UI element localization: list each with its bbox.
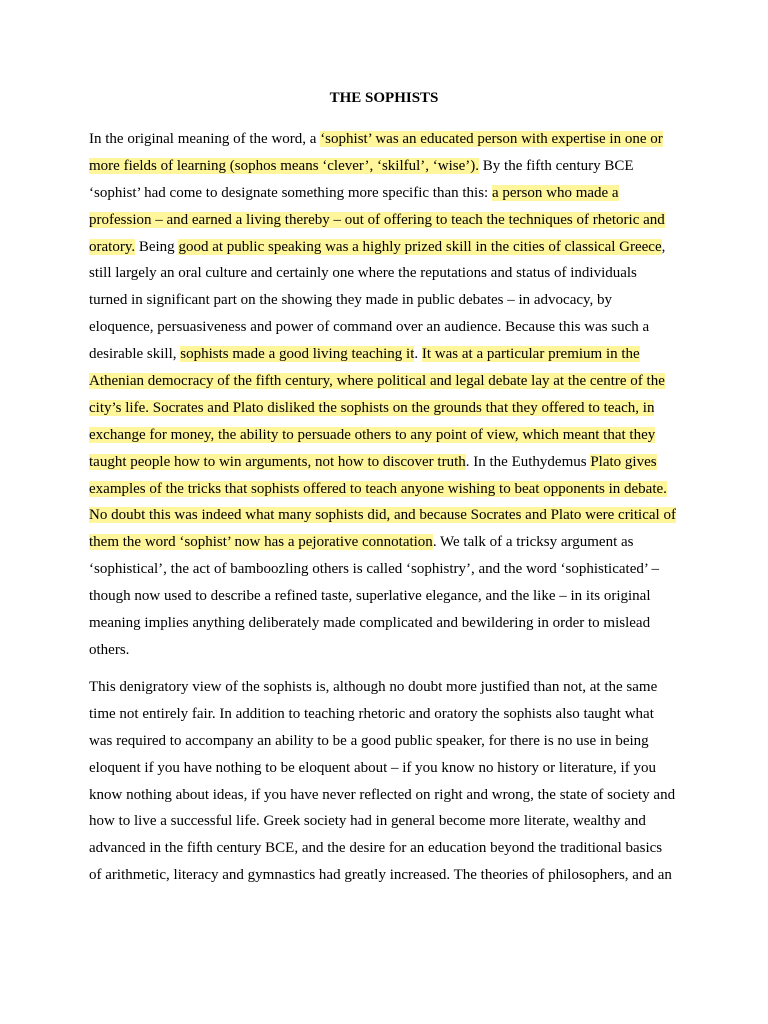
- body-text: desirable skill,: [89, 346, 181, 363]
- body-text: Being: [135, 238, 179, 255]
- text-line: [89, 782, 681, 809]
- body-text: others.: [89, 641, 130, 658]
- text-line: [89, 180, 681, 207]
- highlighted-text: sophists made a good living teaching it: [180, 346, 415, 363]
- highlighted-text: oratory.: [89, 238, 136, 255]
- paragraph-2: [89, 674, 681, 889]
- body-text: eloquence, persuasiveness and power of command over an audience. Because this was such a: [89, 319, 650, 336]
- highlighted-text: ‘sophist’ was an educated person with expertise in one or: [320, 131, 663, 147]
- highlighted-text: city’s life. Socrates and Plato disliked the sophists on the grounds that they offered to teach, in: [89, 399, 655, 416]
- text-line: [89, 314, 681, 341]
- text-line: [89, 207, 681, 234]
- body-text: know nothing about ideas, if you have never reflected on right and wrong, the state of society and: [89, 786, 676, 803]
- body-text: ,: [661, 238, 666, 255]
- body-text: meaning implies anything deliberately made complicated and bewildering in order to mislead: [89, 615, 651, 632]
- text-line: [89, 153, 681, 180]
- body-text: eloquent if you have nothing to be eloquent about – if you know no history or literature, if you: [89, 759, 656, 776]
- body-text: how to live a successful life. Greek society had in general become more literate, wealthy and: [89, 813, 646, 830]
- text-line: [89, 476, 681, 503]
- text-line: [89, 502, 681, 529]
- text-line: [89, 422, 681, 449]
- body-text: This denigratory view of the sophists is, although no doubt more justified than not, at the same: [89, 679, 658, 695]
- page-title: THE SOPHISTS: [329, 90, 439, 106]
- body-text: . In the Euthydemus: [465, 453, 591, 470]
- highlighted-text: them the word ‘sophist’ now has a pejorative connotation: [89, 534, 433, 551]
- text-line: [89, 674, 681, 701]
- text-line: [89, 449, 681, 476]
- text-line: [89, 529, 681, 556]
- body-text: still largely an oral culture and certainly one where the reputations and status of individuals: [89, 265, 637, 282]
- highlighted-text: Plato gives: [590, 453, 657, 470]
- body-text: was required to accompany an ability to be a good public speaker, for there is no use in being: [89, 732, 649, 749]
- text-line: [89, 260, 681, 287]
- text-line: [89, 755, 681, 782]
- text-line: [89, 234, 681, 261]
- text-line: [89, 341, 681, 368]
- highlighted-text: No doubt this was indeed what many sophists did, and because Socrates and Plato were critical of: [89, 507, 676, 524]
- paragraph-1: [89, 126, 681, 664]
- highlighted-text: taught people how to win arguments, not how to discover truth: [89, 453, 466, 470]
- body-text: of arithmetic, literacy and gymnastics had greatly increased. The theories of philosophers, and an: [89, 867, 672, 884]
- highlighted-text: examples of the tricks that sophists offered to teach anyone wishing to beat opponents in debate.: [89, 480, 667, 497]
- highlighted-text: It was at a particular premium in the: [421, 346, 640, 363]
- body-text: .: [414, 346, 422, 363]
- body-text: advanced in the fifth century BCE, and the desire for an education beyond the traditional basics: [89, 840, 663, 857]
- text-line: [89, 862, 681, 889]
- text-line: [89, 728, 681, 755]
- body-text: ‘sophist’ had come to designate something more specific than this:: [89, 184, 492, 201]
- highlighted-text: a person who made a: [491, 184, 619, 201]
- text-line: [89, 808, 681, 835]
- body-text: . We talk of a tricksy argument as: [432, 534, 634, 551]
- text-line: [89, 701, 681, 728]
- body-text: In the original meaning of the word, a: [89, 131, 321, 147]
- text-line: [89, 287, 681, 314]
- body-text: By the fifth century BCE: [479, 157, 634, 174]
- highlighted-text: Athenian democracy of the fifth century, where political and legal debate lay at the centre of the: [89, 373, 665, 390]
- text-line: [89, 610, 681, 637]
- text-line: [89, 126, 681, 153]
- body-text: turned in significant part on the showing they made in public debates – in advocacy, by: [89, 292, 613, 309]
- text-line: [89, 368, 681, 395]
- text-line: [89, 395, 681, 422]
- text-line: [89, 583, 681, 610]
- highlighted-text: more fields of learning (sophos means ‘clever’, ‘skilful’, ‘wise’).: [89, 157, 480, 174]
- body-text: ‘sophistical’, the act of bamboozling others is called ‘sophistry’, and the word ‘sophisticated’ –: [89, 561, 659, 578]
- body-text: though now used to describe a refined taste, superlative elegance, and the like – in its original: [89, 588, 651, 605]
- highlighted-text: profession – and earned a living thereby – out of offering to teach the techniques of rhetoric and: [89, 211, 665, 228]
- text-line: [89, 835, 681, 862]
- highlighted-text: good at public speaking was a highly prized skill in the cities of classical Greece: [178, 238, 662, 255]
- body-text: time not entirely fair. In addition to teaching rhetoric and oratory the sophists also taught what: [89, 705, 654, 722]
- text-line: [89, 556, 681, 583]
- highlighted-text: exchange for money, the ability to persuade others to any point of view, which meant that they: [89, 426, 656, 443]
- text-line: [89, 637, 681, 664]
